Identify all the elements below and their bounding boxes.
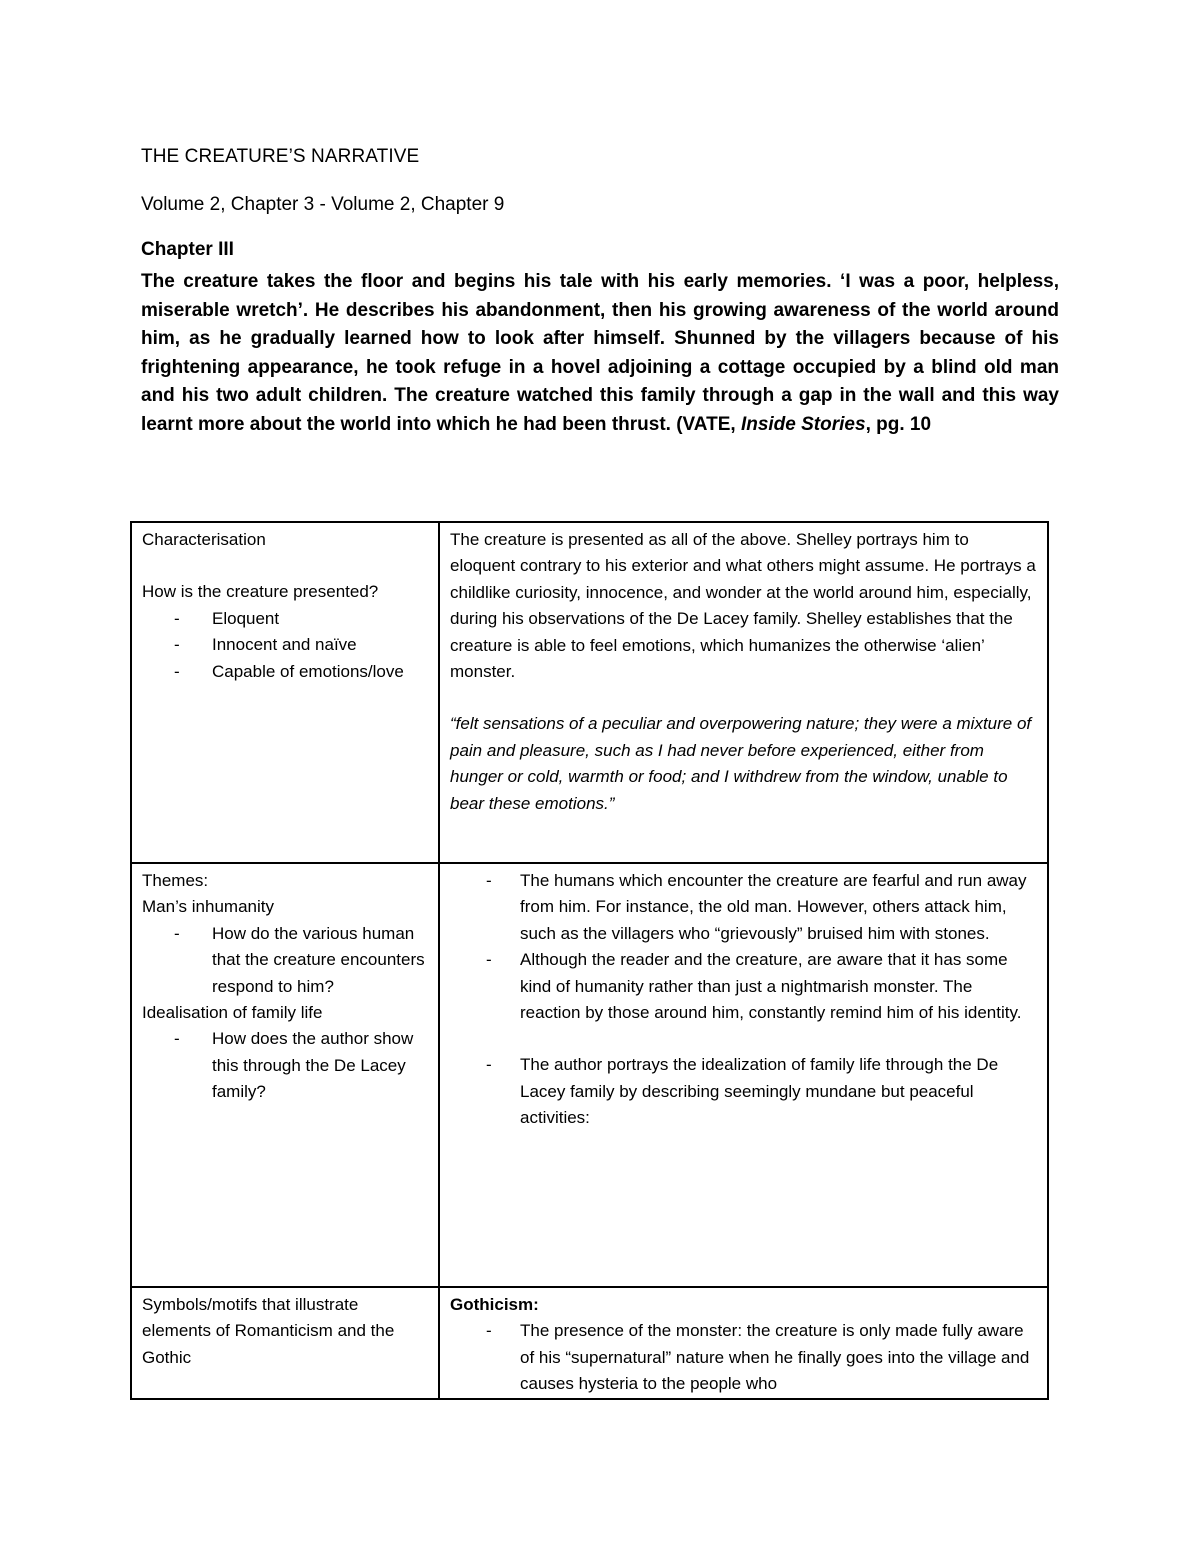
list-item: - Capable of emotions/love <box>142 659 428 685</box>
summary-source: Inside Stories <box>740 413 866 435</box>
summary-main: The creature takes the floor and begins his tale with his early memories. ‘I was a poor, helpless, miserable wretch’. He describes his abandonment, then his growing awareness of the world around him, as he gradually learned how to look after himself. Shunned by the villagers because of his frightening appearance, he took refuge in a hovel adjoining a cottage occupied by a blind old man and his two adult children. The creature watched this family through a gap in the wall and this way learnt more about the world into which he had been thrust. (VATE, <box>141 271 1059 435</box>
table-cell-label <box>131 522 439 863</box>
list-item: - Innocent and naïve <box>142 632 428 658</box>
document-title: THE CREATURE’S NARRATIVE <box>141 146 420 167</box>
list-item: - The humans which encounter the creature are fearful and run away from him. For instance, the old man. However, others attack him, such as the villagers who “grievously” bruised him with stones. <box>450 868 1037 947</box>
summary-tail: , pg. 10 <box>865 413 932 435</box>
list-item: - How do the various human that the creature encounters respond to him? <box>142 921 428 1000</box>
row-quote: “felt sensations of a peculiar and overpowering nature; they were a mixture of pain and pleasure, such as I had never before experienced, either from hunger or cold, warmth or food; and I withdrew from the window, unable to bear these emotions.” <box>450 714 1032 813</box>
theme-name: Idealisation of family life <box>142 1003 323 1023</box>
row-label: Themes: <box>142 871 209 890</box>
table-cell-label <box>131 1287 439 1399</box>
row-label: Characterisation <box>142 530 266 549</box>
table-cell-label <box>131 863 439 1287</box>
row-label: Symbols/motifs that illustrate elements of Romanticism and the Gothic <box>142 1295 395 1367</box>
theme-name: Man’s inhumanity <box>142 897 274 917</box>
points-list <box>142 606 428 685</box>
document-subtitle: Volume 2, Chapter 3 - Volume 2, Chapter 9 <box>141 194 505 215</box>
row-answer: The creature is presented as all of the above. Shelley portrays him to eloquent contrary to his exterior and what others might assume. He portrays a childlike curiosity, innocence, and wonder at the world around him, especially, during his observations of the De Lacey family. Shelley establishes that the creature is able to feel emotions, which humanizes the otherwise ‘alien’ monster. <box>450 530 1036 682</box>
table-row-characterisation <box>131 522 1048 863</box>
theme-questions <box>142 1026 428 1105</box>
theme-questions <box>142 921 428 1000</box>
table-cell-answer <box>439 863 1048 1287</box>
answers-list <box>450 1052 1037 1131</box>
list-item: - Although the reader and the creature, are aware that it has some kind of humanity rather than just a nightmarish monster. The reaction by those around him, constantly remind him of his identity. <box>450 947 1037 1026</box>
answers-list <box>450 1318 1037 1397</box>
list-item: - Eloquent <box>142 606 428 632</box>
table-row-themes <box>131 863 1048 1287</box>
table-cell-answer <box>439 522 1048 863</box>
analysis-table <box>130 521 1049 1400</box>
answers-list <box>450 868 1037 1026</box>
table-cell-answer <box>439 1287 1048 1399</box>
list-item: - The author portrays the idealization of family life through the De Lacey family by describing seemingly mundane but peaceful activities: <box>450 1052 1037 1131</box>
chapter-summary <box>141 268 1059 439</box>
list-item: - The presence of the monster: the creature is only made fully aware of his “supernatural” nature when he finally goes into the village and causes hysteria to the people who <box>450 1318 1037 1397</box>
row-heading: Gothicism: <box>450 1295 539 1314</box>
list-item: - How does the author show this through the De Lacey family? <box>142 1026 428 1105</box>
chapter-heading: Chapter III <box>141 239 234 260</box>
row-question: How is the creature presented? <box>142 582 379 602</box>
table-row-symbols <box>131 1287 1048 1399</box>
